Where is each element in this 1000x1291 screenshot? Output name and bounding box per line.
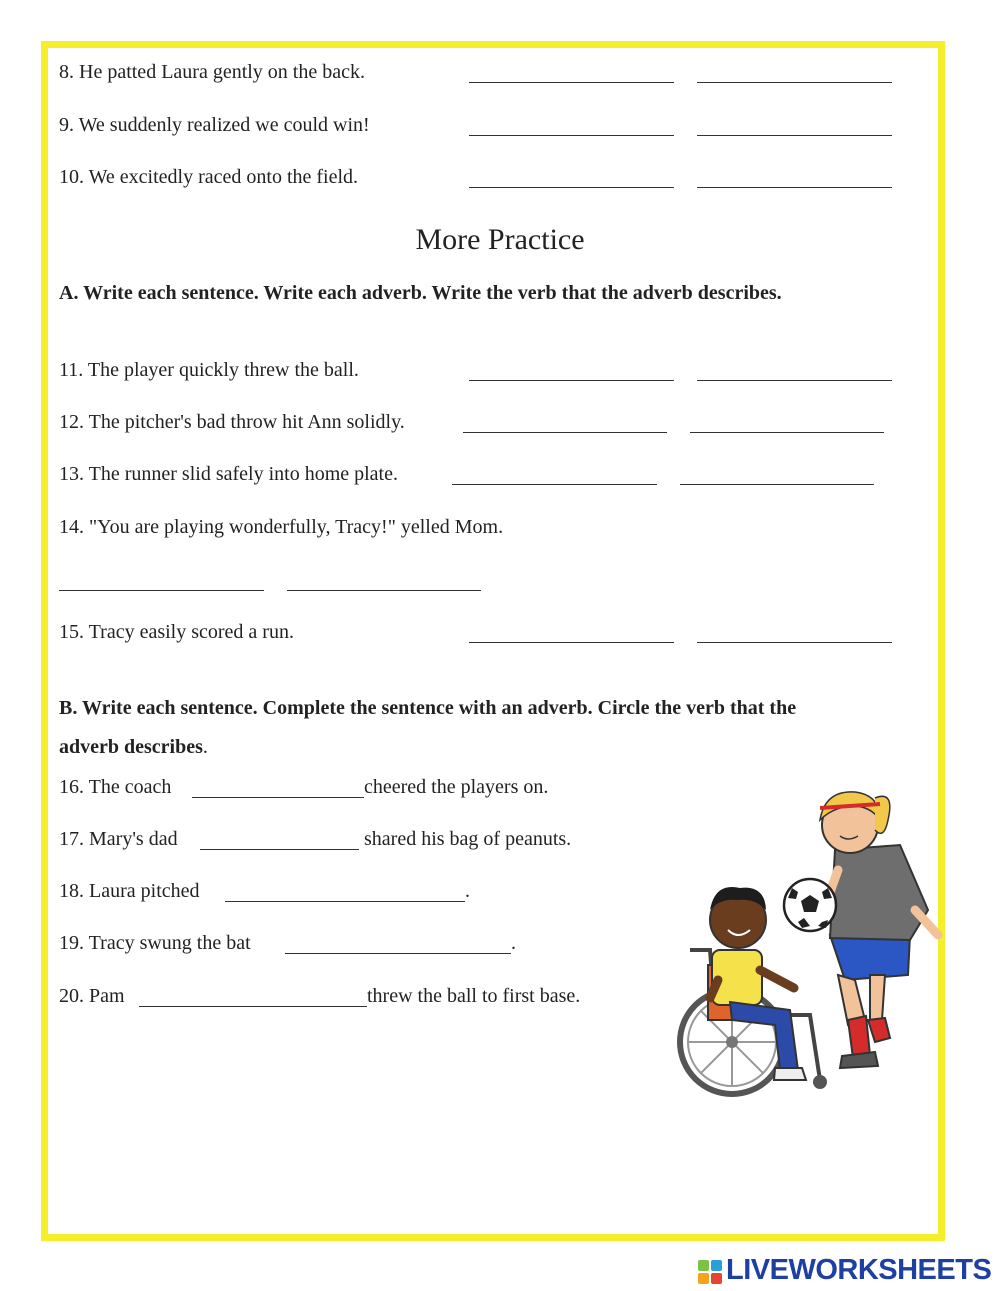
question-20-start: 20. Pam: [59, 985, 130, 1007]
girl-shirt: [830, 845, 928, 940]
logo-cube-green: [698, 1260, 709, 1271]
answer-blank-14b[interactable]: [287, 590, 481, 591]
logo-text: LIVEWORKSHEETS: [726, 1254, 992, 1286]
logo-cube-blue: [711, 1260, 722, 1271]
question-18-start: 18. Laura pitched: [59, 880, 205, 902]
section-b-instruction-period: .: [202, 736, 208, 758]
answer-blank-8a[interactable]: [469, 82, 674, 83]
section-title: More Practice: [415, 223, 585, 256]
girl-shorts: [830, 935, 910, 980]
question-20-end: threw the ball to first base.: [367, 985, 581, 1007]
answer-blank-12b[interactable]: [690, 432, 884, 433]
answer-blank-20[interactable]: [139, 1006, 367, 1007]
question-13: 13. The runner slid safely into home plate.: [59, 463, 398, 485]
answer-blank-14a[interactable]: [59, 590, 264, 591]
question-17-start: 17. Mary's dad: [59, 828, 183, 850]
answer-blank-9b[interactable]: [697, 135, 892, 136]
kids-soccer-illustration: [670, 770, 950, 1115]
answer-blank-9a[interactable]: [469, 135, 674, 136]
section-b-instruction-line2: [59, 735, 208, 759]
answer-blank-12a[interactable]: [463, 432, 667, 433]
logo-cube-orange: [698, 1273, 709, 1284]
question-14: 14. "You are playing wonderfully, Tracy!" yelled Mom.: [59, 516, 504, 538]
answer-blank-8b[interactable]: [697, 82, 892, 83]
section-a-instruction: A. Write each sentence. Write each adverb. Write the verb that the adverb describes.: [59, 282, 782, 304]
answer-blank-18[interactable]: [225, 901, 465, 902]
answer-blank-11b[interactable]: [697, 380, 892, 381]
answer-blank-11a[interactable]: [469, 380, 674, 381]
answer-blank-10a[interactable]: [469, 187, 674, 188]
answer-blank-13b[interactable]: [680, 484, 874, 485]
answer-blank-15b[interactable]: [697, 642, 892, 643]
question-15: 15. Tracy easily scored a run.: [59, 621, 294, 643]
question-19-start: 19. Tracy swung the bat: [59, 932, 256, 954]
question-17-end: shared his bag of peanuts.: [359, 828, 572, 850]
logo-cube-red: [711, 1273, 722, 1284]
answer-blank-15a[interactable]: [469, 642, 674, 643]
answer-blank-19[interactable]: [285, 953, 511, 954]
question-16-end: cheered the players on.: [364, 776, 549, 798]
question-9: 9. We suddenly realized we could win!: [59, 114, 370, 136]
section-b-instruction-line1: B. Write each sentence. Complete the sentence with an adverb. Circle the verb that the: [59, 697, 797, 719]
liveworksheets-logo: [696, 1254, 996, 1286]
answer-blank-16[interactable]: [192, 797, 364, 798]
question-11: 11. The player quickly threw the ball.: [59, 359, 359, 381]
question-8: 8. He patted Laura gently on the back.: [59, 61, 365, 83]
answer-blank-13a[interactable]: [452, 484, 657, 485]
question-16-start: 16. The coach: [59, 776, 177, 798]
section-b-instruction-bold: adverb describes: [59, 736, 203, 758]
answer-blank-17[interactable]: [200, 849, 359, 850]
question-12: 12. The pitcher's bad throw hit Ann solidly.: [59, 411, 405, 433]
answer-blank-10b[interactable]: [697, 187, 892, 188]
question-10: 10. We excitedly raced onto the field.: [59, 166, 359, 188]
question-18-end: .: [465, 880, 470, 902]
question-19-end: .: [511, 932, 516, 954]
